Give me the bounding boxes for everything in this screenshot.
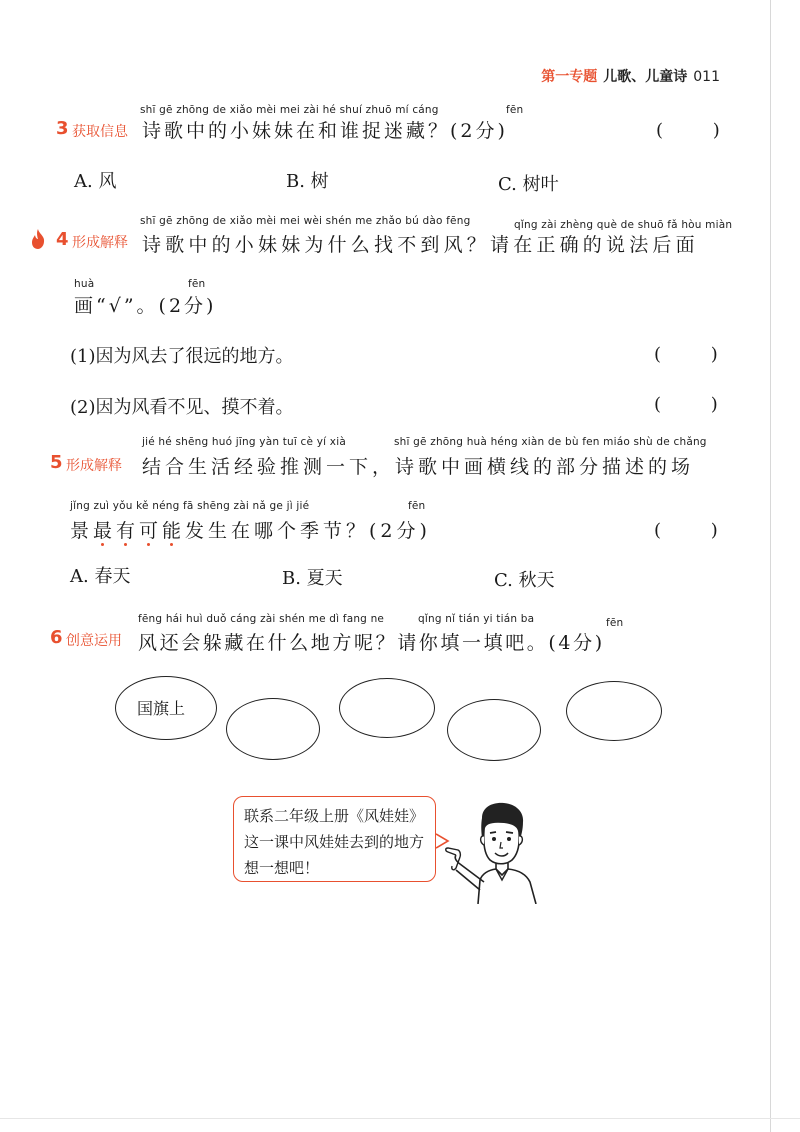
page-header: [541, 66, 720, 86]
q5-option-a[interactable]: A. 春天: [70, 566, 131, 587]
q5-pinyin-fen: fēn: [408, 500, 426, 512]
q5-pinyin-2: shī gē zhōng huà héng xiàn de bù fen miáo shù de chǎng: [394, 436, 707, 448]
q3-tag: 获取信息: [72, 124, 128, 140]
answer-oval-3[interactable]: [339, 678, 435, 738]
q3-pinyin-fen: fēn: [506, 104, 524, 116]
q5-pinyin-3: jǐng zuì yǒu kě néng fā shēng zài nǎ ge jì jié: [70, 500, 310, 512]
q6-pinyin-1: fēng hái huì duǒ cáng zài shén me dì fang ne: [138, 613, 385, 625]
page-number: 011: [693, 69, 720, 85]
q5-answer-blank[interactable]: ( ): [654, 520, 740, 541]
q3-question: 诗歌中的小妹妹在和谁捉迷藏？(2分): [142, 120, 508, 142]
q4-pinyin-2: qǐng zài zhèng què de shuō fǎ hòu miàn: [514, 219, 733, 231]
q3-number: 3: [56, 118, 69, 139]
q4-item-1: (1)因为风去了很远的地方。: [70, 346, 294, 367]
q6-number: 6: [50, 627, 63, 648]
q5-number: 5: [50, 452, 63, 473]
tip-bubble: [233, 796, 436, 882]
q6-pinyin-fen: fēn: [606, 617, 624, 629]
section-label: 第一专题: [541, 69, 598, 85]
q6-tag: 创意运用: [66, 633, 122, 649]
q5-question-line1: 结合生活经验推测一下，诗歌中画横线的部分描述的场: [142, 456, 695, 478]
q5-tag: 形成解释: [66, 458, 122, 474]
oval-example-text: 国旗上: [137, 699, 186, 718]
q3-answer-blank[interactable]: ( ): [656, 120, 742, 141]
tip-text: 联系二年级上册《风娃娃》这一课中风娃娃去到的地方想一想吧！: [244, 807, 425, 877]
boy-illustration: [438, 800, 550, 904]
q5-pinyin-1: jié hé shēng huó jīng yàn tuī cè yí xià: [142, 436, 346, 448]
page-edge: [770, 0, 771, 1132]
q6-question: 风还会躲藏在什么地方呢？请你填一填吧。(4分): [138, 632, 605, 654]
emphasis-dot: [101, 543, 104, 546]
q5-option-c[interactable]: C. 秋天: [494, 570, 555, 591]
answer-oval-5[interactable]: [566, 681, 662, 741]
q4-pinyin-fen: fēn: [188, 278, 206, 290]
q4-number: 4: [56, 229, 69, 250]
q3-option-a[interactable]: A. 风: [74, 171, 117, 192]
flame-icon: [30, 228, 46, 250]
q6-pinyin-2: qǐng nǐ tián yi tián ba: [418, 613, 535, 625]
answer-oval-4[interactable]: [447, 699, 541, 761]
q4-tag: 形成解释: [72, 235, 128, 251]
emphasis-dot: [170, 543, 173, 546]
q3-option-c[interactable]: C. 树叶: [498, 174, 559, 195]
answer-oval-2[interactable]: [226, 698, 320, 760]
q5-question-line2: 景最有可能发生在哪个季节？(2分): [70, 520, 431, 542]
q4-item-1-blank[interactable]: ( ): [654, 344, 740, 365]
q3-option-b[interactable]: B. 树: [286, 171, 329, 192]
emphasis-dot: [124, 543, 127, 546]
q4-pinyin-1: shī gē zhōng de xiǎo mèi mei wèi shén me zhǎo bú dào fēng: [140, 215, 471, 227]
q3-pinyin: shī gē zhōng de xiǎo mèi mei zài hé shuí zhuō mí cáng: [140, 104, 439, 116]
q4-question-line1: 诗歌中的小妹妹为什么找不到风？请在正确的说法后面: [142, 234, 699, 256]
q4-pinyin-3: huà: [74, 278, 95, 290]
q5-option-b[interactable]: B. 夏天: [282, 568, 343, 589]
page-edge-bottom: [0, 1118, 800, 1119]
q4-question-line2: 画“√”。(2分): [74, 295, 217, 317]
chapter-title: 儿歌、儿童诗: [603, 69, 688, 85]
q4-item-2-blank[interactable]: ( ): [654, 394, 740, 415]
emphasis-dot: [147, 543, 150, 546]
q4-item-2: (2)因为风看不见、摸不着。: [70, 397, 294, 418]
